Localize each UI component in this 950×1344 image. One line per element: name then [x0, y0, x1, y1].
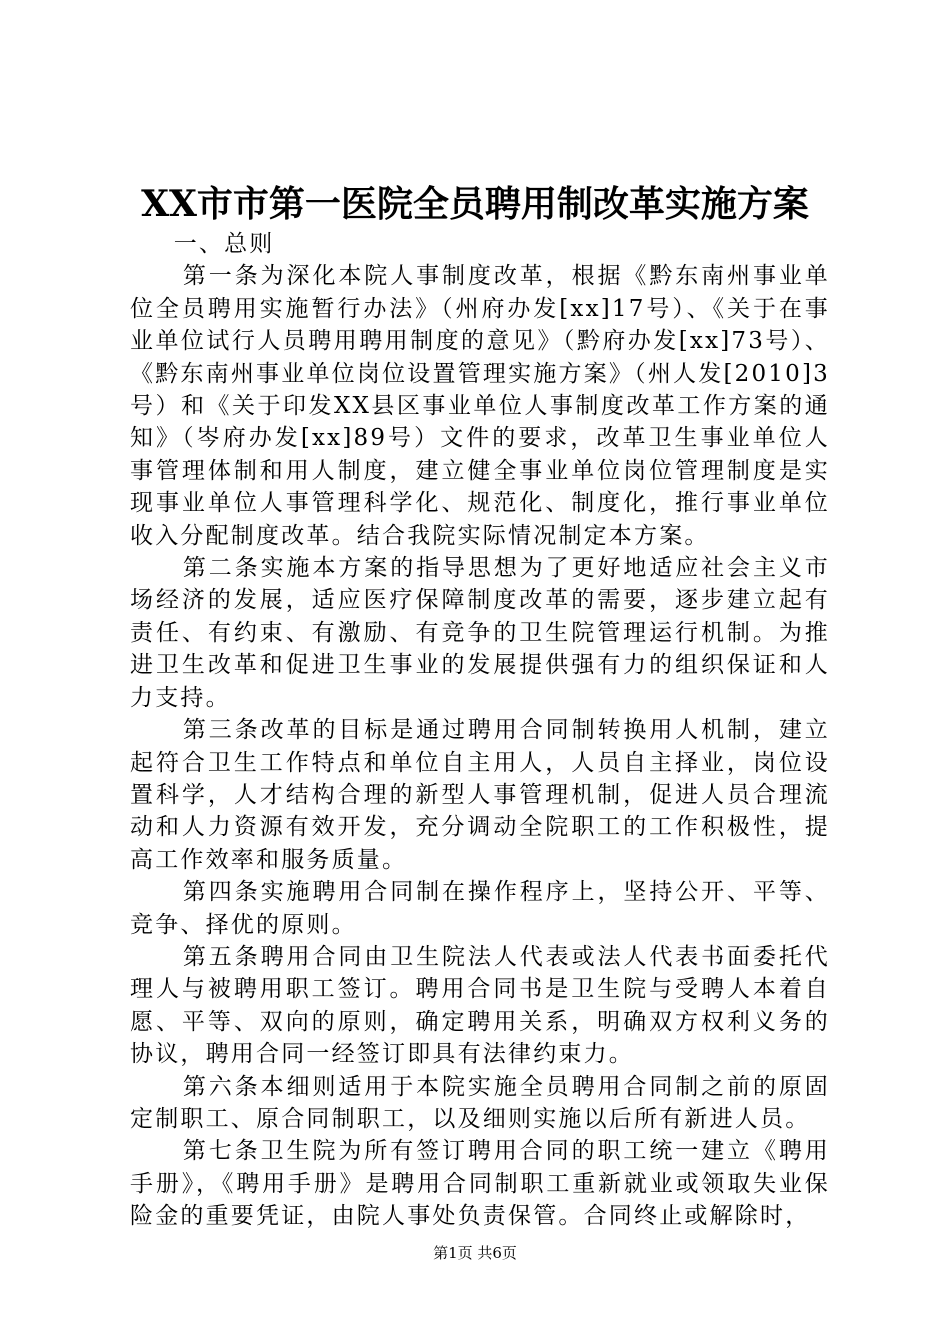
article-7-paragraph: 第七条卫生院为所有签订聘用合同的职工统一建立《聘用手册》，《聘用手册》是聘用合同制职工重新就业或领取失业保险金的重要凭证，由院人事处负责保管。合同终止或解除时， [130, 1138, 830, 1230]
article-1-paragraph: 第一条为深化本院人事制度改革，根据《黔东南州事业单位全员聘用实施暂行办法》（州府办发[xx]17号）、《关于在事业单位试行人员聘用聘用制度的意见》（黔府办发[xx]73号）、《黔东南州事业单位岗位设置管理实施方案》（州人发[2010]3号）和《关于印发XX县区事业单位人事制度改革工作方案的通知》（岑府办发[xx]89号）文件的要求，改革卫生事业单位人事管理体制和用人制度，建立健全事业单位岗位管理制度是实现事业单位人事管理科学化、规范化、制度化，推行事业单位收入分配制度改革。结合我院实际情况制定本方案。 [130, 263, 830, 549]
section-heading: 一、总则 [173, 231, 275, 257]
document-body [130, 228, 830, 1233]
article-2-paragraph: 第二条实施本方案的指导思想为了更好地适应社会主义市场经济的发展，适应医疗保障制度改革的需要，逐步建立起有责任、有约束、有激励、有竞争的卫生院管理运行机制。为推进卫生改革和促进卫生事业的发展提供强有力的组织保证和人力支持。 [130, 555, 830, 711]
page-number-footer: 第1页 共6页 [433, 1244, 517, 1262]
article-5-paragraph: 第五条聘用合同由卫生院法人代表或法人代表书面委托代理人与被聘用职工签订。聘用合同书是卫生院与受聘人本着自愿、平等、双向的原则，确定聘用关系，明确双方权利义务的协议，聘用合同一经签订即具有法律约束力。 [130, 943, 830, 1068]
article-3-paragraph: 第三条改革的目标是通过聘用合同制转换用人机制，建立起符合卫生工作特点和单位自主用人，人员自主择业，岗位设置科学，人才结构合理的新型人事管理机制，促进人员合理流动和人力资源有效开发，充分调动全院职工的工作积极性，提高工作效率和服务质量。 [130, 717, 830, 873]
page-title: XX市市第一医院全员聘用制改革实施方案 [141, 183, 809, 225]
article-4-paragraph: 第四条实施聘用合同制在操作程序上，坚持公开、平等、竞争、择优的原则。 [130, 879, 830, 938]
article-6-paragraph: 第六条本细则适用于本院实施全员聘用合同制之前的原固定制职工、原合同制职工，以及细则实施以后所有新进人员。 [130, 1073, 830, 1132]
